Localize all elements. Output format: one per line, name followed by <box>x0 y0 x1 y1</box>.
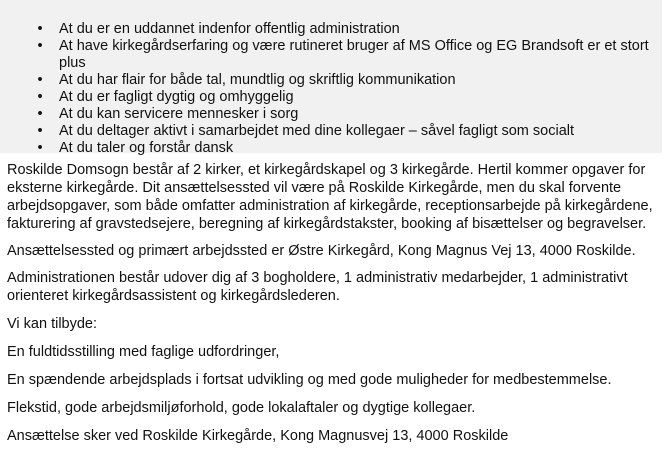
list-item <box>0 38 662 72</box>
list-item <box>0 89 662 106</box>
bullet-icon: • <box>37 89 43 105</box>
bullet-icon: • <box>37 140 43 156</box>
organization-paragraph: Roskilde Domsogn består af 2 kirker, et kirkegårdskapel og 3 kirkegårde. Hertil kommer opgaver for eksterne kirkegårde. Dit ansættelsessted vil være på Roskilde Kirkegårde, men du skal forvente arbejdsopgaver, som både omfatter administration af kirkegårde, receptionsarbejde på kirkegårdene, fakturering af gravstedsejere, beregning af kirkegårdstakster, booking af bisættelser og begravelser. <box>7 162 653 232</box>
bullet-icon: • <box>37 106 43 122</box>
list-item-text: At du er fagligt dygtig og omhyggelig <box>59 89 294 105</box>
list-item <box>0 106 662 123</box>
list-item <box>0 72 662 89</box>
list-item-text: At du taler og forstår dansk <box>59 140 234 156</box>
bullet-icon: • <box>37 38 43 54</box>
offer-item-workplace: En spændende arbejdsplads i fortsat udvikling og med gode muligheder for medbestemmelse. <box>7 372 612 388</box>
workplace-paragraph: Ansættelsessted og primært arbejdssted er Østre Kirkegård, Kong Magnus Vej 13, 4000 Roskilde. <box>7 243 636 259</box>
list-item <box>0 140 662 157</box>
offer-heading: Vi kan tilbyde: <box>7 316 98 332</box>
bullet-icon: • <box>37 123 43 139</box>
list-item-text: At du har flair for både tal, mundtlig og skriftlig kommunikation <box>59 72 456 88</box>
list-item-text: At du er en uddannet indenfor offentlig administration <box>59 21 400 37</box>
list-item-text: At du deltager aktivt i samarbejdet med dine kollegaer – såvel fagligt som socialt <box>59 123 575 139</box>
requirements-section <box>0 0 662 156</box>
job-description <box>7 161 662 454</box>
employment-paragraph: Ansættelse sker ved Roskilde Kirkegårde, Kong Magnusvej 13, 4000 Roskilde <box>7 428 509 444</box>
list-item-text: At du kan servicere mennesker i sorg <box>59 106 299 122</box>
offer-item-benefits: Flekstid, gode arbejdsmiljøforhold, gode lokalaftaler og dygtige kollegaer. <box>7 400 476 416</box>
bullet-icon: • <box>37 72 43 88</box>
list-item <box>0 123 662 140</box>
list-item <box>0 21 662 38</box>
list-item-text: At have kirkegårdserfaring og være rutineret bruger af MS Office og EG Brandsoft er et stort plus <box>59 38 649 71</box>
bullet-icon: • <box>37 21 43 37</box>
requirements-list <box>0 21 662 157</box>
offer-item-fulltime: En fuldtidsstilling med faglige udfordringer, <box>7 344 280 360</box>
team-paragraph: Administrationen består udover dig af 3 bogholdere, 1 administrativ medarbejder, 1 administrativt orienteret kirkegårdsassistent og kirkegårdslederen. <box>7 270 628 304</box>
